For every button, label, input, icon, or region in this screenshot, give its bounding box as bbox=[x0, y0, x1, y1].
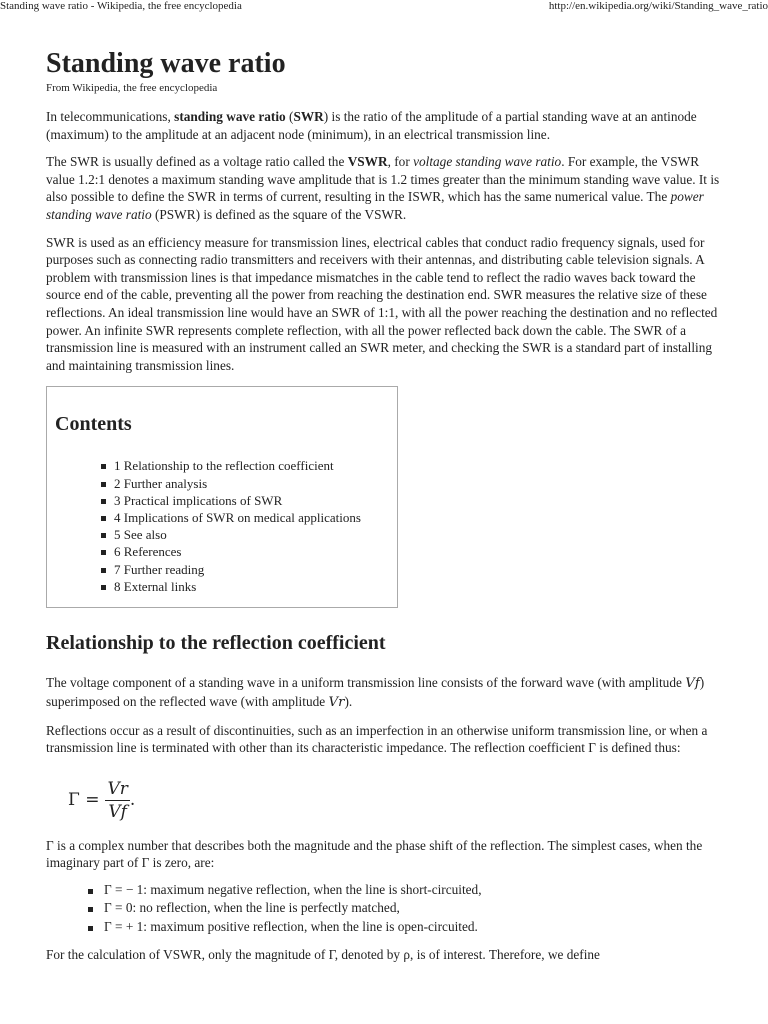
formula-denominator: Vf bbox=[108, 802, 127, 823]
article-content bbox=[46, 48, 726, 964]
table-of-contents bbox=[46, 386, 398, 608]
bullet-icon bbox=[101, 585, 106, 590]
formula-numerator: Vr bbox=[107, 779, 128, 800]
toc-item[interactable]: 7 Further reading bbox=[101, 561, 361, 578]
term-vswr-full: voltage standing wave ratio bbox=[413, 154, 562, 170]
section-heading-reflection-coefficient: Relationship to the reflection coefficient bbox=[46, 632, 386, 655]
reflection-cases-list bbox=[46, 881, 726, 936]
article-title: Standing wave ratio bbox=[46, 48, 286, 79]
bullet-icon bbox=[101, 482, 106, 487]
page-url[interactable]: http://en.wikipedia.org/wiki/Standing_wave_ratio bbox=[548, 0, 768, 12]
math-vf: Vf bbox=[685, 676, 700, 692]
bullet-icon bbox=[101, 568, 106, 573]
toc-item[interactable]: 8 External links bbox=[101, 578, 361, 595]
article-tagline: From Wikipedia, the free encyclopedia bbox=[46, 82, 218, 94]
toc-item[interactable]: 2 Further analysis bbox=[101, 475, 361, 492]
intro-paragraph-1: In telecommunications, standing wave ratio (SWR) is the ratio of the amplitude of a partial standing wave at an antinode (maximum) to the amplitude at an adjacent node (minimum), in an electrical transmission line. bbox=[46, 109, 697, 142]
reflection-coefficient-formula bbox=[68, 775, 726, 827]
section1-paragraph-2: Reflections occur as a result of discontinuities, such as an imperfection in an otherwise uniform transmission line, or when a transmission line is terminated with other than its characteristic impedance. The reflection coefficient Γ is defined thus: bbox=[46, 722, 708, 756]
toc-item[interactable]: 3 Practical implications of SWR bbox=[101, 492, 361, 509]
formula-tail: . bbox=[129, 789, 136, 810]
toc-item[interactable]: 4 Implications of SWR on medical applications bbox=[101, 509, 361, 526]
bullet-icon bbox=[101, 516, 106, 521]
page-title-header: Standing wave ratio - Wikipedia, the free encyclopedia bbox=[0, 0, 242, 12]
list-item: Γ = − 1: maximum negative reflection, when the line is short-circuited, bbox=[88, 881, 726, 899]
formula-fraction bbox=[105, 778, 129, 823]
toc-heading: Contents bbox=[55, 413, 132, 436]
math-vr: Vr bbox=[328, 694, 345, 710]
term-swr-full: standing wave ratio bbox=[174, 109, 286, 124]
formula-lhs: Γ = bbox=[68, 789, 100, 810]
bullet-icon bbox=[88, 907, 93, 912]
toc-list bbox=[101, 457, 361, 595]
intro-paragraph-3: SWR is used as an efficiency measure for transmission lines, electrical cables that conduct radio frequency signals, used for purposes such as connecting radio transmitters and receivers with their antennas, and distributing cable television signals. A problem with transmission lines is that impedance mismatches in the cable tend to reflect the radio waves back toward the source end of the cable, preventing all the power from reaching the destination end. SWR measures the relative size of these reflections. An ideal transmission line would have an SWR of 1:1, with all the power reaching the destination and no reflected power. An infinite SWR represents complete reflection, with all the power reflected back down the cable. The SWR of a transmission line is measured with an instrument called an SWR meter, and checking the SWR is a standard part of installing and maintaining transmission lines. bbox=[46, 234, 718, 373]
term-vswr: VSWR bbox=[347, 154, 388, 170]
bullet-icon bbox=[101, 464, 106, 469]
term-swr: SWR bbox=[293, 109, 324, 124]
bullet-icon bbox=[88, 889, 93, 894]
bullet-icon bbox=[101, 550, 106, 555]
section1-paragraph-1: The voltage component of a standing wave in a uniform transmission line consists of the forward wave (with amplitude Vf) superimposed on the reflected wave (with amplitude Vr). bbox=[46, 675, 705, 710]
list-item: Γ = 0: no reflection, when the line is perfectly matched, bbox=[88, 899, 726, 917]
toc-item[interactable]: 5 See also bbox=[101, 526, 361, 543]
intro-paragraph-2: The SWR is usually defined as a voltage ratio called the VSWR, for voltage standing wave ratio. For example, the VSWR value 1.2:1 denotes a maximum standing wave amplitude that is 1.2 times greater than the minimum standing wave value. It is also possible to define the SWR in terms of current, resulting in the ISWR, which has the same numerical value. The power standing wave ratio (PSWR) is defined as the square of the VSWR. bbox=[46, 154, 720, 222]
bullet-icon bbox=[88, 926, 93, 931]
list-item: Γ = + 1: maximum positive reflection, when the line is open-circuited. bbox=[88, 918, 726, 936]
bullet-icon bbox=[101, 499, 106, 504]
toc-item[interactable]: 1 Relationship to the reflection coefficient bbox=[101, 457, 361, 474]
term-pswr-full: power standing wave ratio bbox=[46, 189, 704, 222]
section1-paragraph-3: Γ is a complex number that describes both the magnitude and the phase shift of the reflection. The simplest cases, when the imaginary part of Γ is zero, are: bbox=[46, 837, 703, 871]
bullet-icon bbox=[101, 533, 106, 538]
print-header bbox=[0, 0, 768, 14]
section1-paragraph-4: For the calculation of VSWR, only the magnitude of Γ, denoted by ρ, is of interest. Therefore, we define bbox=[46, 947, 600, 963]
toc-item[interactable]: 6 References bbox=[101, 543, 361, 560]
